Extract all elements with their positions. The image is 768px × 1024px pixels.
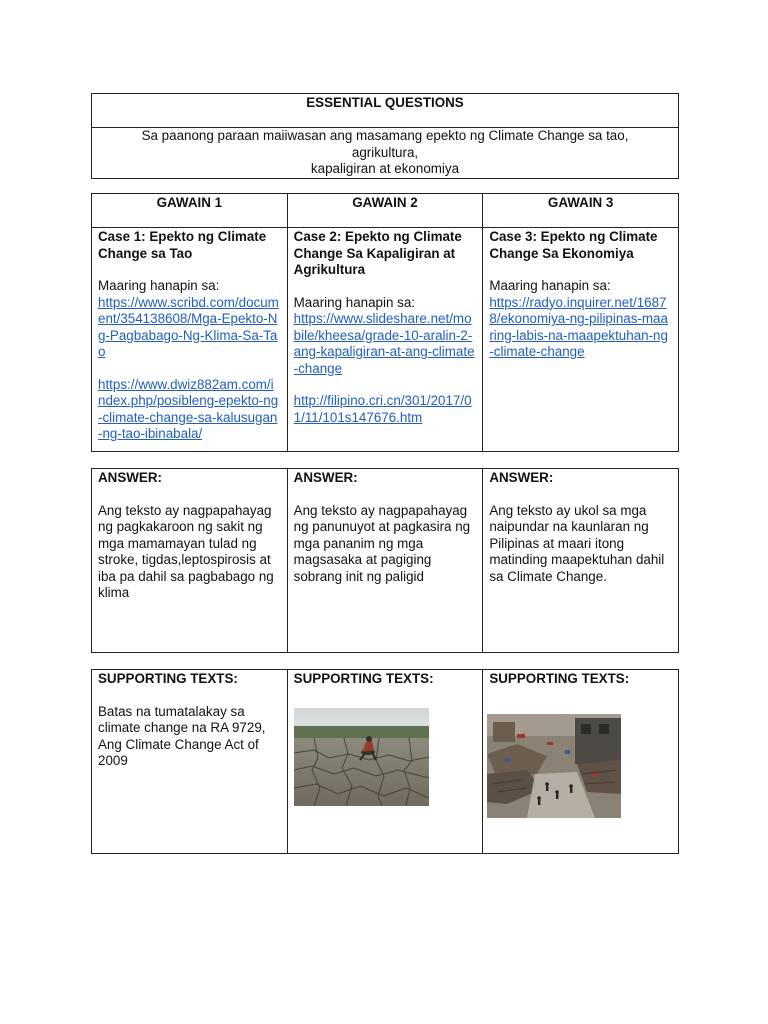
case-cell (92, 228, 288, 452)
drought-cracked-field-photo (294, 708, 429, 806)
essential-questions-table (91, 93, 679, 179)
source-link[interactable]: https://radyo.inquirer.net/16878/ekonomiya-ng-pilipinas-maaring-labis-na-maapektuhan-ng-climate-change (489, 294, 668, 359)
typhoon-debris-street-photo (487, 714, 621, 818)
answer-cell (483, 469, 679, 653)
supporting-cell (483, 670, 679, 854)
case-cell (287, 228, 483, 452)
answer-label: ANSWER: (98, 470, 162, 485)
answer-text: Ang teksto ay ukol sa mga naipundar na kaunlaran ng Pilipinas at maari itong matinding maapektuhan dahil sa Climate Change. (489, 502, 665, 584)
case-title: Case 1: Epekto ng Climate Change sa Tao (98, 229, 267, 261)
supporting-table (91, 669, 679, 854)
answer-cell (92, 469, 288, 653)
case-title: Case 3: Epekto ng Climate Change Sa Ekonomiya (489, 229, 658, 261)
source-link[interactable]: https://www.slideshare.net/mobile/kheesa/grade-10-aralin-2-ang-kapaligiran-at-ang-climate-change (293, 311, 475, 376)
find-label: Maaring hanapin sa: (98, 278, 220, 293)
supporting-label: SUPPORTING TEXTS: (293, 671, 434, 686)
source-link[interactable]: https://www.scribd.com/document/354138608/Mga-Epekto-Ng-Pagbabago-Ng-Klima-Sa-Tao (98, 294, 279, 359)
answer-text: Ang teksto ay nagpapahayag ng pagkakaroon ng sakit ng mga mamamayan tulad ng stroke, tigdas,leptospirosis at iba pa dahil sa pagbabago ng klima (98, 502, 274, 600)
answer-label: ANSWER: (489, 470, 554, 485)
supporting-label: SUPPORTING TEXTS: (98, 671, 238, 686)
supporting-text: Batas na tumatalakay sa climate change na RA 9729, Ang Climate Change Act of 2009 (98, 703, 266, 768)
essential-question-text (92, 128, 679, 179)
essential-line: agrikultura, (351, 144, 419, 160)
gawain-header: GAWAIN 3 (483, 194, 679, 228)
supporting-cell (287, 670, 483, 854)
source-link[interactable]: https://www.dwiz882am.com/index.php/posibleng-epekto-ng-climate-change-sa-kalusugan-ng-tao-ibinabala/ (98, 376, 279, 441)
answers-table (91, 468, 679, 653)
essential-line: Sa paanong paraan maiiwasan ang masamang epekto ng Climate Change sa tao, (141, 128, 629, 143)
source-link[interactable]: http://filipino.cri.cn/301/2017/01/11/101s147676.htm (293, 393, 472, 425)
find-label: Maaring hanapin sa: (489, 278, 611, 293)
gawain-table (91, 193, 679, 452)
answer-label: ANSWER: (293, 470, 358, 485)
answer-cell (287, 469, 483, 653)
case-title: Case 2: Epekto ng Climate Change Sa Kapaligiran at Agrikultura (293, 229, 462, 277)
essential-line: kapaligiran at ekonomiya (310, 161, 460, 176)
supporting-label: SUPPORTING TEXTS: (489, 671, 630, 686)
gawain-header: GAWAIN 2 (287, 194, 483, 228)
essential-questions-heading: ESSENTIAL QUESTIONS (92, 94, 679, 128)
case-cell (483, 228, 679, 452)
find-label: Maaring hanapin sa: (293, 294, 415, 310)
answer-text: Ang teksto ay nagpapahayag ng panunuyot at pagkasira ng mga pananim ng mga magsasaka at pagiging sobrang init ng paligid (293, 502, 471, 584)
gawain-header: GAWAIN 1 (92, 194, 288, 228)
supporting-cell (92, 670, 288, 854)
